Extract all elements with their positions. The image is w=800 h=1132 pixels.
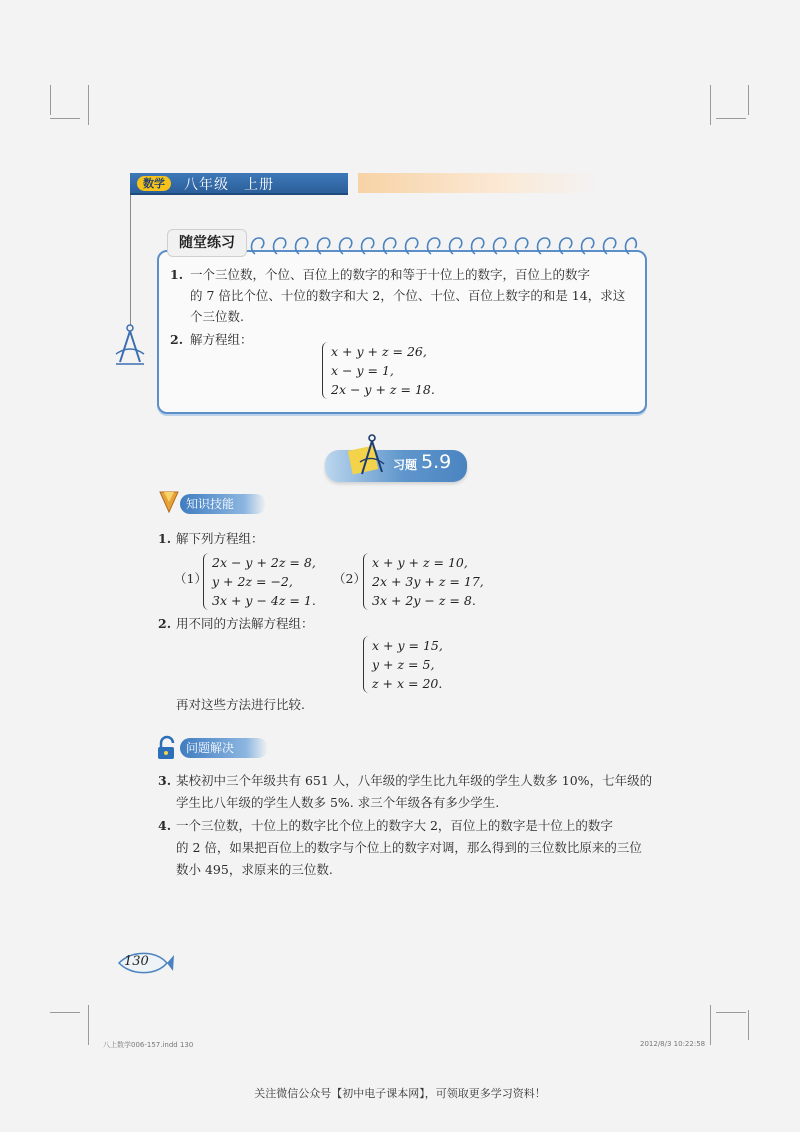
notebook-rings — [249, 232, 639, 260]
equation: z + x = 20. — [372, 676, 443, 691]
problem-2-followup: 再对这些方法进行比较. — [176, 697, 305, 712]
crop-mark — [50, 118, 80, 119]
practice-q2-text: 解方程组： — [190, 332, 253, 347]
problem-1-text: 解下列方程组： — [176, 531, 264, 546]
crop-mark — [710, 85, 711, 125]
equation: 2x − y + 2z = 8, — [212, 555, 316, 570]
crop-mark — [88, 85, 89, 125]
crop-mark — [716, 1012, 746, 1013]
practice-q1-number: 1. — [170, 267, 184, 282]
equation-system-1 — [203, 553, 316, 610]
crop-mark — [50, 1012, 80, 1013]
problem-3-line: 某校初中三个年级共有 651 人，八年级的学生比九年级的学生人数多 10%，七年级的 — [176, 773, 653, 788]
equation: x + y + z = 10, — [372, 555, 468, 570]
crop-mark — [748, 85, 749, 115]
practice-title: 随堂练习 — [167, 229, 247, 257]
equation: 3x + 2y − z = 8. — [372, 593, 476, 608]
practice-q2-number: 2. — [170, 332, 184, 347]
equation: 3x + y − 4z = 1. — [212, 593, 316, 608]
problem-2-number: 2. — [158, 616, 172, 631]
crop-mark — [88, 1005, 89, 1045]
header-decoration — [358, 173, 598, 193]
compass-icon — [112, 322, 148, 368]
exercise-label: 习题 — [393, 458, 418, 472]
equation: 2x − y + z = 18. — [331, 382, 435, 397]
problem-4-line: 一个三位数，十位上的数字比个位上的数字大 2，百位上的数字是十位上的数字 — [176, 818, 613, 833]
print-date: 2012/8/3 10:22:58 — [640, 1040, 706, 1048]
equation-system-2 — [363, 553, 484, 610]
crop-mark — [716, 118, 746, 119]
ruler-compass-icon — [346, 432, 390, 478]
equation: x + y = 15, — [372, 638, 443, 653]
equation-system-3 — [363, 636, 443, 693]
practice-q1-line: 个三位数. — [190, 309, 244, 324]
equation: y + z = 5, — [372, 657, 435, 672]
section-knowledge-skills: 知识技能 — [180, 494, 266, 514]
page-number: 130 — [124, 954, 149, 969]
problem-2-text: 用不同的方法解方程组： — [176, 616, 314, 631]
problem-3-number: 3. — [158, 773, 172, 788]
file-info: 八上数学006-157.indd 130 — [103, 1041, 194, 1049]
section-problem-solving: 问题解决 — [180, 738, 268, 758]
system-2-label: （2） — [333, 571, 366, 586]
problem-3-line: 学生比八年级的学生人数多 5%. 求三个年级各有多少学生. — [176, 795, 500, 810]
exercise-number: 5.9 — [421, 451, 452, 473]
equation: x − y = 1, — [331, 363, 394, 378]
crop-mark — [50, 85, 51, 115]
wechat-note: 关注微信公众号【初中电子课本网】，可领取更多学习资料！ — [254, 1087, 546, 1100]
equation: y + 2z = −2, — [212, 574, 293, 589]
practice-q1-line: 的 7 倍比个位、十位的数字和大 2，个位、十位、百位上数字的和是 14，求这 — [190, 288, 626, 303]
crop-mark — [748, 1010, 749, 1040]
problem-4-line: 的 2 倍，如果把百位上的数字与个位上的数字对调，那么得到的三位数比原来的三位 — [176, 840, 642, 855]
system-1-label: （1） — [174, 571, 207, 586]
book-title: 八年级 上册 — [184, 177, 274, 193]
problem-4-line: 数小 495，求原来的三位数. — [176, 862, 333, 877]
knowledge-icon — [158, 490, 180, 514]
problem-4-number: 4. — [158, 818, 172, 833]
margin-line — [130, 195, 131, 325]
equation: x + y + z = 26, — [331, 344, 427, 359]
equation: 2x + 3y + z = 17, — [372, 574, 484, 589]
subject-badge: 数学 — [137, 176, 171, 191]
problem-1-number: 1. — [158, 531, 172, 546]
lock-icon — [155, 735, 181, 761]
equation-system — [322, 342, 435, 399]
crop-mark — [710, 1005, 711, 1045]
practice-q1-line: 一个三位数，个位、百位上的数字的和等于十位上的数字，百位上的数字 — [190, 267, 591, 282]
